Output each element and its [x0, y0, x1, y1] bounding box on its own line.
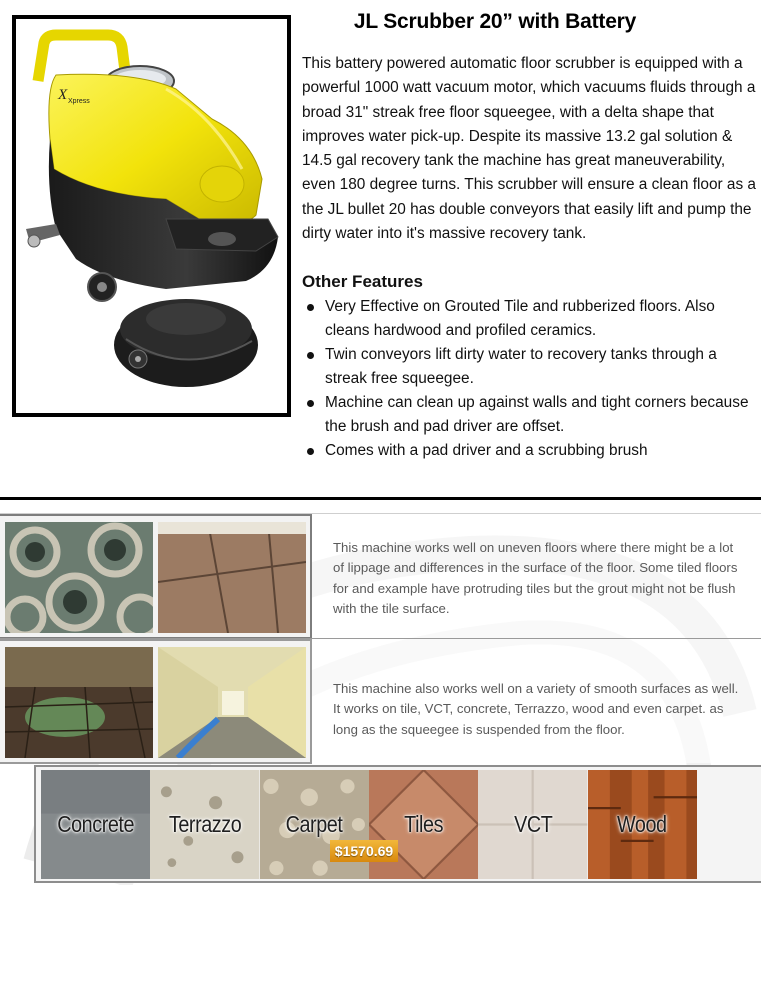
polished-tile-image[interactable]	[5, 647, 153, 758]
surface-tile-tiles[interactable]	[369, 770, 478, 879]
bullet-icon	[307, 400, 314, 407]
floor-types-panel	[0, 513, 761, 885]
hallway-floor-image[interactable]	[158, 647, 306, 758]
smooth-surfaces-text: This machine also works well on a variety of smooth surfaces as well. It works on tile, VCT, concrete, Terrazzo, wood and even carpet. as long as the squeegee is suspended from the floor.	[333, 681, 739, 737]
uneven-floors-text: This machine works well on uneven floors where there might be a lot of lippage and differences in the surface of the floor. Some tiled floors for and example have protruding tiles but the grout might not be flush with the tile surface.	[333, 540, 738, 616]
surface-label: Terrazzo	[168, 811, 242, 837]
stone-floor-image[interactable]	[158, 522, 306, 633]
surface-label: Wood	[617, 811, 668, 837]
features-heading: Other Features	[302, 272, 423, 291]
smooth-surfaces-row	[0, 638, 761, 763]
thumb-pair	[0, 639, 312, 764]
surface-tile-vct[interactable]	[478, 770, 587, 879]
surface-tile-wood[interactable]	[588, 770, 697, 879]
thumb-pair	[0, 514, 312, 639]
surface-tile-carpet[interactable]	[260, 770, 369, 879]
product-title: JL Scrubber 20” with Battery	[353, 10, 637, 33]
feature-item: Twin conveyors lift dirty water to recovery tanks through a streak free squeegee.	[305, 343, 755, 391]
price-badge[interactable]: $1570.69	[330, 840, 398, 862]
section-divider	[0, 497, 761, 500]
floor-scrubber-illustration	[16, 19, 287, 413]
feature-item: Very Effective on Grouted Tile and rubberized floors. Also cleans hardwood and profiled ceramics.	[305, 295, 755, 343]
bullet-icon	[307, 448, 314, 455]
surface-tile-terrazzo[interactable]	[150, 770, 259, 879]
bullet-icon	[307, 304, 314, 311]
uneven-floors-row	[0, 513, 761, 638]
svg-text:X: X	[58, 87, 68, 103]
product-image[interactable]	[12, 15, 291, 417]
feature-item: Machine can clean up against walls and tight corners because the brush and pad driver are offset.	[305, 391, 755, 439]
surface-label: Concrete	[57, 811, 135, 837]
product-description: This battery powered automatic floor scrubber is equipped with a powerful 1000 watt vacuum motor, which vacuums fluids through a broad 31" streak free floor squeegee, with a delta shape that improves water pick-up. Despite its massive 13.2 gal solution & 14.5 gal recovery tank the machine has great maneuverability, even 180 degree turns. This scrubber will ensure a clean floor as a the JL bullet 20 has double conveyors that easily lift and pump the dirty water into it's massive recovery tank.	[302, 55, 756, 243]
feature-item: Comes with a pad driver and a scrubbing brush	[305, 439, 755, 463]
bullet-icon	[307, 352, 314, 359]
mosaic-floor-image[interactable]	[5, 522, 153, 633]
surface-label: Tiles	[404, 811, 444, 837]
surface-label: Carpet	[285, 811, 343, 837]
surface-tile-concrete[interactable]	[41, 770, 150, 879]
brand-logo: Xpress	[68, 98, 90, 105]
features-list	[305, 295, 755, 463]
surface-label: VCT	[513, 811, 553, 837]
surface-types-strip	[34, 765, 761, 883]
